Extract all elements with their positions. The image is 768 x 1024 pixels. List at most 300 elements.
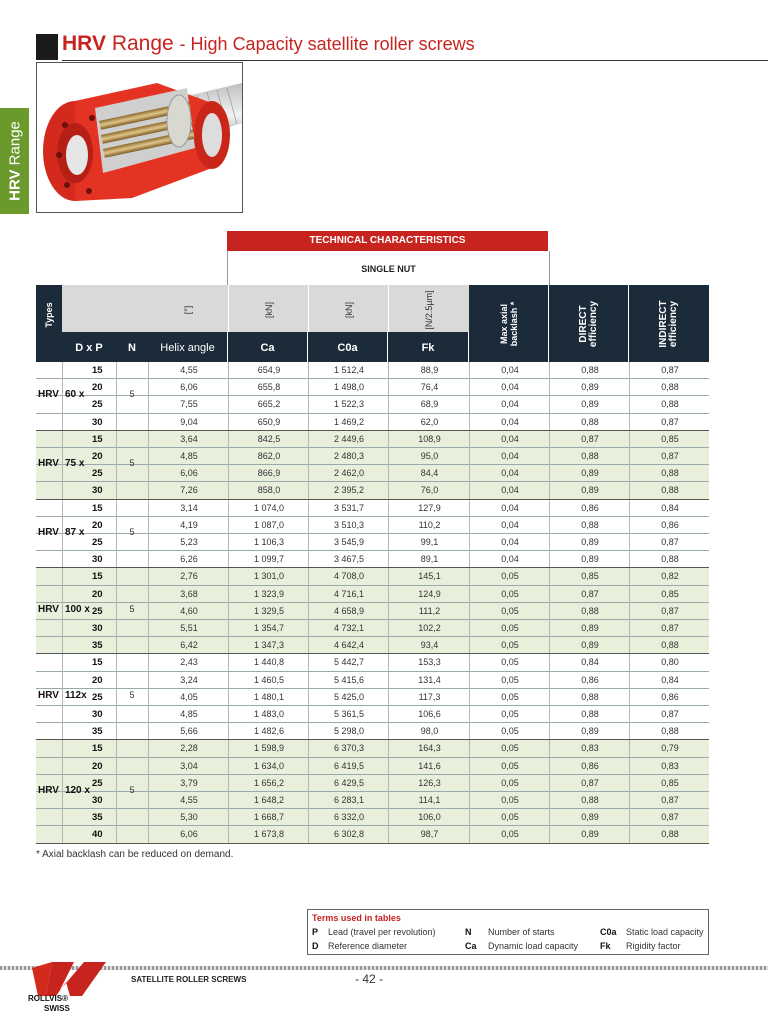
group-label-diameter: 87 x	[64, 527, 85, 538]
table-cell: 1 440,8	[228, 654, 309, 671]
table-cell: 0,89	[549, 482, 630, 499]
pitch-cell: 25	[92, 468, 103, 480]
table-cell: 3,64	[148, 431, 229, 448]
table-cell: 6 332,0	[308, 809, 389, 826]
table-cell: 0,05	[469, 654, 550, 671]
table-cell: 0,89	[549, 534, 630, 551]
starts-cell: 5	[129, 785, 135, 795]
group-divider	[36, 843, 709, 844]
title-hrv: HRV	[62, 32, 106, 55]
table-row	[36, 551, 709, 568]
column-divider	[116, 568, 117, 654]
table-cell: 5 442,7	[308, 654, 389, 671]
table-cell: 1 354,7	[228, 620, 309, 637]
table-cell: 0,87	[629, 620, 710, 637]
term-text: Dynamic load capacity	[488, 941, 579, 951]
table-cell: 858,0	[228, 482, 309, 499]
table-cell: 0,89	[549, 396, 630, 413]
table-cell: 5 415,6	[308, 672, 389, 689]
table-cell: 0,88	[629, 826, 710, 843]
table-cell: 0,04	[469, 465, 550, 482]
table-cell: 1 460,5	[228, 672, 309, 689]
col-types-label: Types	[44, 302, 54, 328]
table-cell: 0,80	[629, 654, 710, 671]
col-types-header	[36, 285, 62, 362]
table-cell: 4 642,4	[308, 637, 389, 654]
table-cell: 0,05	[469, 758, 550, 775]
term-text: Number of starts	[488, 927, 555, 937]
table-row	[36, 586, 709, 603]
table-cell: 0,04	[469, 448, 550, 465]
table-cell: 0,05	[469, 586, 550, 603]
col-c0a-label: C0a	[337, 342, 358, 354]
table-cell: 4 732,1	[308, 620, 389, 637]
table-cell: 0,05	[469, 603, 550, 620]
table-cell: 0,04	[469, 396, 550, 413]
table-cell: 0,05	[469, 740, 550, 757]
table-cell: 5 425,0	[308, 689, 389, 706]
terms-box	[307, 909, 709, 955]
table-cell: 88,9	[388, 362, 470, 379]
table-cell: 2,76	[148, 568, 229, 585]
table-cell: 0,86	[549, 758, 630, 775]
table-cell: 0,87	[629, 809, 710, 826]
pitch-cell: 15	[92, 571, 103, 583]
table-cell: 1 301,0	[228, 568, 309, 585]
table-cell: 1 673,8	[228, 826, 309, 843]
table-row	[36, 637, 709, 654]
table-cell: 0,88	[629, 396, 710, 413]
table-cell: 3 510,3	[308, 517, 389, 534]
table-cell: 665,2	[228, 396, 309, 413]
starts-cell: 5	[129, 389, 135, 400]
table-cell: 4 658,9	[308, 603, 389, 620]
pitch-cell: 25	[92, 691, 103, 703]
pitch-cell: 30	[92, 485, 103, 497]
table-cell: 0,04	[469, 482, 550, 499]
table-cell: 93,4	[388, 637, 470, 654]
terms-title: Terms used in tables	[312, 913, 401, 923]
pitch-cell: 30	[92, 554, 103, 566]
column-divider	[116, 740, 117, 843]
pitch-cell: 15	[92, 502, 103, 514]
table-cell: 1 106,3	[228, 534, 309, 551]
term-text: Rigidity factor	[626, 941, 681, 951]
group-label-hrv: HRV	[38, 604, 59, 616]
table-cell: 1 598,9	[228, 740, 309, 757]
table-cell: 862,0	[228, 448, 309, 465]
column-divider	[148, 500, 149, 569]
pitch-cell: 35	[92, 726, 103, 738]
table-cell: 1 648,2	[228, 792, 309, 809]
table-cell: 6 302,8	[308, 826, 389, 843]
table-cell: 0,04	[469, 379, 550, 396]
pitch-cell: 20	[92, 519, 103, 531]
table-cell: 0,85	[629, 586, 710, 603]
column-divider	[116, 654, 117, 740]
single-nut-header: SINGLE NUT	[227, 251, 550, 285]
term-key: P	[312, 927, 319, 937]
col-helix-header	[148, 332, 228, 362]
table-cell: 0,04	[469, 534, 550, 551]
column-divider	[116, 362, 117, 431]
table-cell: 68,9	[388, 396, 470, 413]
group-label-diameter: 120 x	[64, 785, 90, 796]
table-cell: 0,05	[469, 689, 550, 706]
table-cell: 5,23	[148, 534, 229, 551]
table-cell: 102,2	[388, 620, 470, 637]
pitch-cell: 35	[92, 812, 103, 824]
table-cell: 1 498,0	[308, 379, 389, 396]
table-cell: 5,66	[148, 723, 229, 740]
group-label-hrv: HRV	[38, 785, 59, 796]
col-helix-label: Helix angle	[160, 342, 215, 354]
table-cell: 3,14	[148, 500, 229, 517]
col-ca-label: Ca	[260, 342, 275, 354]
table-cell: 76,4	[388, 379, 470, 396]
table-cell: 2 462,0	[308, 465, 389, 482]
term-text: Static load capacity	[626, 927, 704, 937]
side-tab-normal: Range	[6, 121, 23, 166]
table-row	[36, 431, 709, 448]
table-cell: 3 545,9	[308, 534, 389, 551]
table-cell: 4,85	[148, 448, 229, 465]
table-cell: 126,3	[388, 775, 470, 792]
table-cell: 3 467,5	[308, 551, 389, 568]
table-cell: 3 531,7	[308, 500, 389, 517]
table-cell: 0,89	[549, 826, 630, 843]
footnote: * Axial backlash can be reduced on demand.	[36, 849, 234, 860]
starts-cell: 5	[129, 527, 135, 537]
table-cell: 0,87	[629, 448, 710, 465]
table-cell: 6,06	[148, 826, 229, 843]
table-row	[36, 500, 709, 517]
table-cell: 0,05	[469, 672, 550, 689]
table-cell: 141,6	[388, 758, 470, 775]
page-number: - 42 -	[355, 972, 384, 986]
table-cell: 3,79	[148, 775, 229, 792]
column-divider	[148, 431, 149, 500]
table-cell: 99,1	[388, 534, 470, 551]
pitch-cell: 20	[92, 382, 103, 394]
table-cell: 0,88	[629, 637, 710, 654]
table-cell: 98,0	[388, 723, 470, 740]
pitch-cell: 25	[92, 605, 103, 617]
pitch-cell: 30	[92, 795, 103, 806]
table-cell: 1 074,0	[228, 500, 309, 517]
table-cell: 4,55	[148, 792, 229, 809]
table-row	[36, 740, 709, 757]
table-cell: 1 469,2	[308, 414, 389, 431]
page-title	[62, 31, 475, 57]
logo-text-1: ROLLVIS®	[28, 994, 68, 1003]
table-cell: 106,0	[388, 809, 470, 826]
table-cell: 1 634,0	[228, 758, 309, 775]
col-fk-unit-cell	[388, 285, 469, 332]
table-cell: 1 099,7	[228, 551, 309, 568]
table-cell: 0,88	[549, 792, 630, 809]
table-cell: 0,88	[549, 689, 630, 706]
term-key: Ca	[465, 941, 477, 951]
group-label-hrv: HRV	[38, 458, 59, 470]
table-cell: 0,88	[549, 414, 630, 431]
table-cell: 0,87	[549, 431, 630, 448]
term-text: Lead (travel per revolution)	[328, 927, 436, 937]
pitch-cell: 30	[92, 623, 103, 634]
table-cell: 5,30	[148, 809, 229, 826]
table-row	[36, 723, 709, 740]
table-cell: 1 512,4	[308, 362, 389, 379]
table-cell: 6 370,3	[308, 740, 389, 757]
table-row	[36, 809, 709, 826]
term-key: N	[465, 927, 472, 937]
table-cell: 0,89	[549, 723, 630, 740]
title-accent-bar	[36, 34, 58, 60]
title-rule	[62, 60, 768, 61]
table-cell: 124,9	[388, 586, 470, 603]
col-c0a-unit-cell	[308, 285, 388, 332]
table-cell: 0,88	[629, 379, 710, 396]
group-label-hrv: HRV	[38, 690, 59, 702]
col-direct-label: DIRECT efficiency	[577, 300, 599, 347]
table-row	[36, 568, 709, 585]
table-cell: 0,04	[469, 517, 550, 534]
brand-line: SATELLITE ROLLER SCREWS	[131, 975, 247, 984]
column-divider	[62, 431, 63, 500]
group-label	[38, 458, 96, 469]
table-cell: 6 429,5	[308, 775, 389, 792]
table-cell: 0,89	[549, 620, 630, 637]
pitch-cell: 20	[92, 588, 103, 600]
table-cell: 0,04	[469, 414, 550, 431]
unit-fk: [N/2.5µm]	[424, 290, 434, 330]
column-divider	[62, 740, 63, 843]
pitch-cell: 20	[92, 451, 103, 462]
table-cell: 114,1	[388, 792, 470, 809]
starts-cell: 5	[129, 690, 135, 701]
table-cell: 655,8	[228, 379, 309, 396]
table-cell: 7,55	[148, 396, 229, 413]
col-fk-label: Fk	[421, 342, 435, 354]
table-cell: 1 482,6	[228, 723, 309, 740]
unit-helix: [°]	[183, 305, 193, 315]
table-cell: 6,06	[148, 379, 229, 396]
unit-ca: [kN]	[263, 301, 274, 319]
table-cell: 0,88	[629, 551, 710, 568]
table-cell: 5 298,0	[308, 723, 389, 740]
table-cell: 0,87	[629, 414, 710, 431]
col-direct-header	[549, 285, 628, 362]
table-cell: 0,04	[469, 500, 550, 517]
table-cell: 0,89	[549, 379, 630, 396]
table-cell: 106,6	[388, 706, 470, 723]
table-cell: 0,87	[629, 792, 710, 809]
table-cell: 6,42	[148, 637, 229, 654]
column-divider	[148, 740, 149, 843]
table-cell: 1 087,0	[228, 517, 309, 534]
group-label	[38, 604, 96, 615]
table-cell: 0,88	[549, 706, 630, 723]
table-cell: 0,87	[629, 603, 710, 620]
table-cell: 1 668,7	[228, 809, 309, 826]
table-cell: 3,68	[148, 586, 229, 603]
term-key: C0a	[600, 927, 617, 937]
starts-cell: 5	[129, 604, 135, 615]
table-cell: 0,87	[629, 706, 710, 723]
col-fk-header	[388, 332, 468, 362]
col-ca-header	[228, 332, 308, 362]
table-cell: 1 329,5	[228, 603, 309, 620]
table-cell: 0,86	[549, 672, 630, 689]
table-cell: 0,86	[629, 689, 710, 706]
pitch-cell: 35	[92, 640, 103, 652]
table-cell: 0,85	[629, 775, 710, 792]
table-cell: 0,88	[549, 603, 630, 620]
col-ca-unit-cell	[228, 285, 308, 332]
column-divider	[62, 568, 63, 654]
term-key: D	[312, 941, 319, 951]
table-cell: 0,05	[469, 775, 550, 792]
table-row	[36, 482, 709, 499]
rollvis-logo	[22, 960, 126, 1016]
table-row	[36, 654, 709, 671]
table-cell: 84,4	[388, 465, 470, 482]
table-cell: 5,51	[148, 620, 229, 637]
table-cell: 111,2	[388, 603, 470, 620]
table-cell: 0,84	[629, 500, 710, 517]
table-cell: 0,88	[629, 482, 710, 499]
table-cell: 0,86	[549, 500, 630, 517]
col-indirect-header	[629, 285, 709, 362]
table-cell: 4,60	[148, 603, 229, 620]
table-cell: 654,9	[228, 362, 309, 379]
table-cell: 0,88	[549, 448, 630, 465]
title-range: Range	[111, 32, 174, 55]
table-cell: 9,04	[148, 414, 229, 431]
pitch-cell: 30	[92, 416, 103, 428]
table-cell: 650,9	[228, 414, 309, 431]
table-cell: 0,83	[549, 740, 630, 757]
column-divider	[62, 362, 63, 431]
group-label-diameter: 112x	[64, 690, 87, 702]
table-cell: 164,3	[388, 740, 470, 757]
table-cell: 6 283,1	[308, 792, 389, 809]
table-cell: 0,84	[629, 672, 710, 689]
col-backlash-label: Max axial backlash *	[498, 301, 519, 346]
pitch-cell: 30	[92, 709, 103, 720]
table-cell: 0,05	[469, 826, 550, 843]
table-cell: 866,9	[228, 465, 309, 482]
table-cell: 98,7	[388, 826, 470, 843]
pitch-cell: 25	[92, 777, 103, 789]
table-row	[36, 826, 709, 843]
table-cell: 0,05	[469, 637, 550, 654]
table-cell: 0,87	[549, 586, 630, 603]
col-dxp-header	[62, 332, 117, 362]
table-cell: 1 483,0	[228, 706, 309, 723]
table-cell: 0,88	[629, 723, 710, 740]
table-cell: 2 480,3	[308, 448, 389, 465]
table-cell: 1 323,9	[228, 586, 309, 603]
group-label-diameter: 60 x	[64, 389, 85, 401]
table-cell: 0,05	[469, 568, 550, 585]
table-cell: 117,3	[388, 689, 470, 706]
table-cell: 0,04	[469, 431, 550, 448]
pitch-cell: 40	[92, 829, 103, 841]
pitch-cell: 15	[92, 365, 103, 376]
unit-c0a: [kN]	[343, 301, 354, 319]
table-cell: 4,85	[148, 706, 229, 723]
starts-cell: 5	[129, 458, 135, 469]
table-cell: 0,86	[629, 517, 710, 534]
pitch-cell: 15	[92, 743, 103, 755]
table-cell: 89,1	[388, 551, 470, 568]
column-divider	[116, 500, 117, 569]
product-photo	[36, 62, 243, 213]
term-text: Reference diameter	[328, 941, 408, 951]
col-dxp-label: D x P	[75, 342, 103, 354]
table-cell: 0,87	[629, 534, 710, 551]
title-subtitle: - High Capacity satellite roller screws	[179, 34, 475, 54]
table-row	[36, 706, 709, 723]
table-cell: 0,05	[469, 706, 550, 723]
table-cell: 0,04	[469, 551, 550, 568]
group-label	[38, 527, 96, 538]
pitch-cell: 15	[92, 433, 103, 445]
table-cell: 0,84	[549, 654, 630, 671]
col-c0a-header	[308, 332, 388, 362]
table-cell: 2 395,2	[308, 482, 389, 499]
table-cell: 145,1	[388, 568, 470, 585]
technical-characteristics-header: TECHNICAL CHARACTERISTICS	[227, 231, 548, 251]
group-label	[38, 389, 96, 400]
table-row	[36, 414, 709, 431]
col-n-header	[116, 332, 149, 362]
group-label	[38, 690, 96, 701]
table-cell: 131,4	[388, 672, 470, 689]
table-cell: 76,0	[388, 482, 470, 499]
table-cell: 0,82	[629, 568, 710, 585]
table-cell: 4,55	[148, 362, 229, 379]
column-divider	[148, 654, 149, 740]
table-cell: 1 480,1	[228, 689, 309, 706]
pitch-cell: 20	[92, 674, 103, 686]
table-cell: 0,89	[549, 809, 630, 826]
column-divider	[148, 568, 149, 654]
col-indirect-label: INDIRECT efficiency	[658, 299, 679, 348]
table-cell: 0,89	[549, 551, 630, 568]
table-row	[36, 758, 709, 775]
column-divider	[148, 362, 149, 431]
table-cell: 5 361,5	[308, 706, 389, 723]
table-cell: 0,87	[549, 775, 630, 792]
table-cell: 6,26	[148, 551, 229, 568]
side-tab	[0, 108, 29, 214]
table-cell: 6,06	[148, 465, 229, 482]
table-cell: 2 449,6	[308, 431, 389, 448]
logo-text-2: SWISS	[44, 1004, 70, 1013]
table-cell: 0,79	[629, 740, 710, 757]
col-backlash-header	[469, 285, 548, 362]
table-cell: 0,87	[629, 362, 710, 379]
table-cell: 7,26	[148, 482, 229, 499]
table-cell: 1 656,2	[228, 775, 309, 792]
pitch-cell: 20	[92, 760, 103, 772]
table-row	[36, 672, 709, 689]
column-divider	[62, 654, 63, 740]
table-cell: 153,3	[388, 654, 470, 671]
pitch-cell: 25	[92, 399, 103, 411]
